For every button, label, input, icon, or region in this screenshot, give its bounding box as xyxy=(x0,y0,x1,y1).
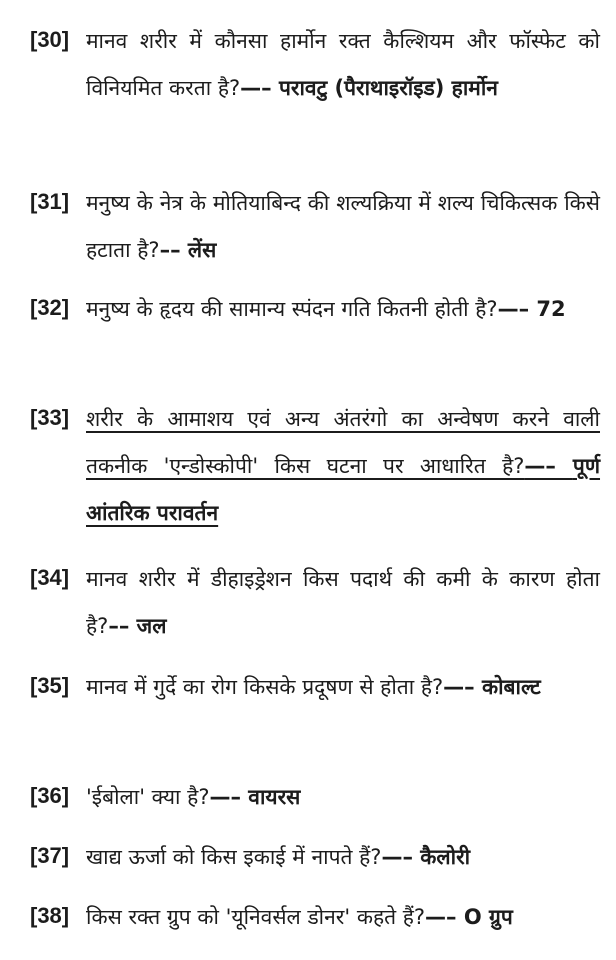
answer-text: परावटु (पैराथाइरॉइड) हार्मोन xyxy=(278,76,498,100)
answer-separator: —– xyxy=(381,845,421,869)
question-number: [37] xyxy=(30,843,70,868)
answer-text: वायरस xyxy=(248,785,301,809)
qa-item-31 xyxy=(30,180,600,274)
question-number: [36] xyxy=(30,783,70,808)
answer-text: पूर्ण आंतरिक परावर्तन xyxy=(86,454,601,525)
answer-text: कोबाल्ट xyxy=(481,675,541,699)
answer-separator: —– xyxy=(240,76,279,100)
answer-text: जल xyxy=(136,614,167,638)
qa-item-37 xyxy=(30,834,600,881)
question-number: [38] xyxy=(30,903,70,928)
answer-separator: —– xyxy=(443,675,482,699)
qa-item-30 xyxy=(30,18,600,112)
question-text: मानव में गुर्दे का रोग किसके प्रदूषण से होता है? xyxy=(86,675,444,699)
question-text: मनुष्य के नेत्र के मोतियाबिन्द की शल्यक्रिया में शल्य चिकित्सक किसे हटाता है? xyxy=(86,191,600,262)
question-text: शरीर के आमाशय एवं अन्य अंतरंगो का अन्वेषण करने वाली तकनीक 'एन्डोस्कोपी' किस घटना पर आधारित है? xyxy=(86,407,600,478)
question-text: 'ईबोला' क्या है? xyxy=(86,785,210,809)
answer-separator: —– xyxy=(497,297,537,321)
question-number: [32] xyxy=(30,295,70,320)
question-text: मनुष्य के हृदय की सामान्य स्पंदन गति कितनी होती है? xyxy=(86,297,498,321)
qa-item-36 xyxy=(30,774,600,821)
answer-text: 72 xyxy=(536,297,566,321)
answer-text: कैलोरी xyxy=(420,845,471,869)
question-number: [33] xyxy=(30,405,70,430)
qa-item-33 xyxy=(30,396,600,537)
question-number: [35] xyxy=(30,673,70,698)
answer-text: लेंस xyxy=(187,238,217,262)
question-text: मानव शरीर में कौनसा हार्मोन रक्त कैल्शियम और फॉस्फेट को विनियमित करता है? xyxy=(86,29,600,100)
answer-separator: –– xyxy=(108,614,137,638)
question-number: [34] xyxy=(30,565,70,590)
question-text: खाद्य ऊर्जा को किस इकाई में नापते हैं? xyxy=(86,845,382,869)
answer-separator: —– xyxy=(425,905,464,929)
answer-separator: —– xyxy=(209,785,249,809)
answer-text: O ग्रुप xyxy=(463,905,513,929)
answer-separator: —– xyxy=(524,454,573,478)
qa-item-32 xyxy=(30,286,600,333)
question-number: [30] xyxy=(30,27,70,52)
qa-item-38 xyxy=(30,894,600,941)
question-number: [31] xyxy=(30,189,70,214)
question-text: किस रक्त ग्रुप को 'यूनिवर्सल डोनर' कहते हैं? xyxy=(86,905,426,929)
question-text: मानव शरीर में डीहाइड्रेशन किस पदार्थ की कमी के कारण होता है? xyxy=(86,567,600,638)
qa-item-35 xyxy=(30,664,600,711)
answer-separator: –– xyxy=(159,238,188,262)
qa-item-34 xyxy=(30,556,600,650)
